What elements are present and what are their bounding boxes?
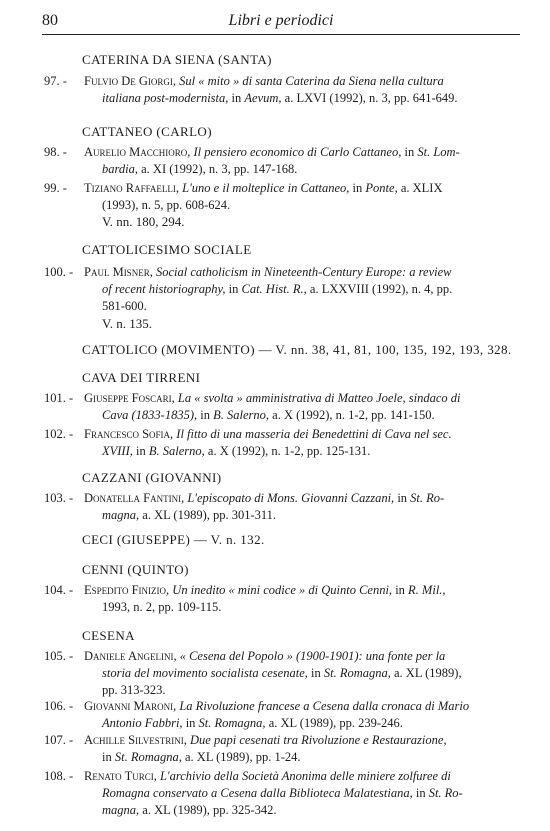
entry-title: Romagna conservato a Cesena dalla Biblioteca Malatestiana,	[102, 786, 416, 800]
entry-text	[84, 582, 514, 616]
entry-text	[84, 180, 514, 214]
entry-citation: in	[395, 583, 409, 597]
entry-number: 103. -	[44, 491, 74, 505]
section-heading: CATTANEO (CARLO)	[82, 124, 212, 139]
entry-title: St. Ro-	[428, 786, 463, 800]
entry-citation: in	[228, 282, 242, 296]
entry-number: 104. -	[44, 583, 74, 597]
entry-title: Aevum,	[244, 91, 285, 105]
entry-citation: in	[231, 91, 245, 105]
section-heading: CAZZANI (GIOVANNI)	[82, 470, 222, 485]
entry-author: Daniele Angelini,	[84, 649, 180, 663]
entry-title: Ponte,	[365, 181, 401, 195]
entry-title: St. Ro-	[410, 491, 445, 505]
entry-title: L'episcopato di Mons. Giovanni Cazzani,	[187, 491, 398, 505]
entry-author: Renato Turci,	[84, 769, 160, 783]
section-heading: CECI (GIUSEPPE) — V. n. 132.	[82, 532, 265, 547]
entry-citation: in	[352, 181, 366, 195]
entry-citation: a. XL (1989), pp. 301-311.	[142, 508, 277, 522]
entry-number: 99. -	[44, 181, 67, 195]
entry-text	[84, 426, 514, 460]
entry-title: St. Lom-	[417, 145, 460, 159]
entry-title: St. Romagna,	[323, 666, 394, 680]
entry-author: Paul Misner,	[84, 265, 156, 279]
entry-title: La Rivoluzione francese a Cesena dalla cronaca di Mario	[179, 699, 470, 713]
entry-text	[84, 698, 514, 732]
entry-title: La « svolta » amministrativa di Matteo Joele, sindaco di	[177, 391, 461, 405]
entry-title: of recent historiography,	[102, 282, 229, 296]
entry-citation: a. X (1992), n. 1-2, pp. 125-131.	[207, 444, 371, 458]
entry-text	[84, 144, 514, 178]
entry-title: B. Salerno,	[148, 444, 208, 458]
entry-citation: in	[136, 444, 149, 458]
entry-title: Cava (1833-1835),	[102, 408, 201, 422]
entry-citation: pp. 313-323.	[102, 683, 166, 697]
entry-citation: a. XL (1989), pp. 239-246.	[268, 716, 403, 730]
entry-text	[84, 768, 514, 819]
entry-citation: a. LXVI (1992), n. 3, pp. 641-649.	[284, 91, 458, 105]
entry-title: XVIII,	[102, 444, 137, 458]
entry-citation: in	[311, 666, 324, 680]
entry-citation: 581-600.	[102, 299, 147, 313]
page-number: 80	[42, 12, 58, 29]
entry-author: Fulvio De Giorgi,	[84, 74, 180, 88]
entry-text	[84, 490, 514, 524]
entry-title: italiana post-modernista,	[102, 91, 232, 105]
entry-title: bardia,	[102, 162, 142, 176]
entry-citation: a. XI (1992), n. 3, pp. 147-168.	[141, 162, 298, 176]
entry-citation: a. XL (1989), pp. 325-342.	[142, 803, 277, 817]
entry-number: 108. -	[44, 769, 74, 783]
entry-citation: in	[397, 491, 411, 505]
cross-reference: V. n. 135.	[102, 316, 152, 331]
entry-text	[84, 648, 514, 699]
entry-text	[84, 73, 514, 107]
entry-title: « Cesena del Popolo » (1900-1901): una fonte per la	[179, 649, 446, 663]
section-heading: CATERINA DA SIENA (SANTA)	[82, 52, 272, 67]
entry-title: magna,	[102, 803, 143, 817]
section-heading: CATTOLICESIMO SOCIALE	[82, 242, 252, 257]
header-rule	[42, 34, 520, 35]
section-heading: CENNI (QUINTO)	[82, 562, 189, 577]
entry-citation: a. XL (1989), pp. 1-24.	[185, 750, 301, 764]
running-title: Libri e periodici	[228, 12, 334, 29]
entry-author: Donatella Fantini,	[84, 491, 188, 505]
entry-text	[84, 732, 514, 766]
entry-text	[84, 264, 514, 315]
entry-citation: a. X (1992), n. 1-2, pp. 141-150.	[272, 408, 435, 422]
section-heading: CAVA DEI TIRRENI	[82, 370, 201, 385]
page-header	[42, 12, 520, 34]
entry-number: 105. -	[44, 649, 74, 663]
entry-title: Un inedito « mini codice » di Quinto Cenni,	[172, 583, 396, 597]
section-heading: CESENA	[82, 628, 135, 643]
entry-number: 98. -	[44, 145, 67, 159]
entry-citation: in	[415, 786, 429, 800]
entry-number: 106. -	[44, 699, 74, 713]
entry-citation: (1993), n. 5, pp. 608-624.	[102, 198, 231, 212]
section-heading: CATTOLICO (MOVIMENTO) — V. nn. 38, 41, 81, 100, 135, 192, 193, 328.	[82, 342, 512, 357]
entry-citation: a. XL (1989),	[394, 666, 462, 680]
entry-title: L'archivio della Società Anonima delle miniere zolfuree di	[159, 769, 451, 783]
entry-author: Aurelio Macchioro,	[84, 145, 194, 159]
entry-title: Il pensiero economico di Carlo Cattaneo,	[193, 145, 405, 159]
entry-number: 101. -	[44, 391, 74, 405]
entry-citation: a. LXXVIII (1992), n. 4, pp.	[309, 282, 453, 296]
entry-citation: in	[200, 408, 214, 422]
entry-title: magna,	[102, 508, 143, 522]
entry-number: 102. -	[44, 427, 74, 441]
entry-title: Social catholicism in Nineteenth-Century Europe: a review	[155, 265, 452, 279]
entry-title: St. Romagna,	[114, 750, 185, 764]
entry-citation: in	[404, 145, 418, 159]
entry-citation: 1993, n. 2, pp. 109-115.	[102, 600, 222, 614]
cross-reference: V. nn. 180, 294.	[102, 214, 185, 229]
entry-title: Il fitto di una masseria dei Benedettini di Cava nel sec.	[176, 427, 452, 441]
entry-title: R. Mil.,	[408, 583, 446, 597]
entry-author: Tiziano Raffaelli,	[84, 181, 183, 195]
entry-text	[84, 390, 514, 424]
entry-number: 97. -	[44, 74, 67, 88]
entry-title: L'uno e il molteplice in Cattaneo,	[182, 181, 353, 195]
entry-title: Due papi cesenati tra Rivoluzione e Restaurazione,	[190, 733, 447, 747]
entry-citation: in	[185, 716, 199, 730]
entry-title: storia del movimento socialista cesenate,	[102, 666, 311, 680]
entry-title: Sul « mito » di santa Caterina da Siena nella cultura	[179, 74, 444, 88]
entry-title: Antonio Fabbri,	[102, 716, 186, 730]
entry-author: Achille Silvestrini,	[84, 733, 191, 747]
entry-title: Cat. Hist. R.,	[241, 282, 310, 296]
entry-title: St. Romagna,	[198, 716, 269, 730]
entry-title: B. Salerno,	[213, 408, 273, 422]
entry-citation: a. XLIX	[400, 181, 443, 195]
entry-number: 100. -	[44, 265, 74, 279]
entry-citation: in	[102, 750, 115, 764]
entry-author: Giuseppe Foscari,	[84, 391, 178, 405]
entry-author: Giovanni Maroni,	[84, 699, 180, 713]
entry-number: 107. -	[44, 733, 74, 747]
entry-author: Francesco Sofia,	[84, 427, 177, 441]
entry-author: Espedito Finizio,	[84, 583, 173, 597]
